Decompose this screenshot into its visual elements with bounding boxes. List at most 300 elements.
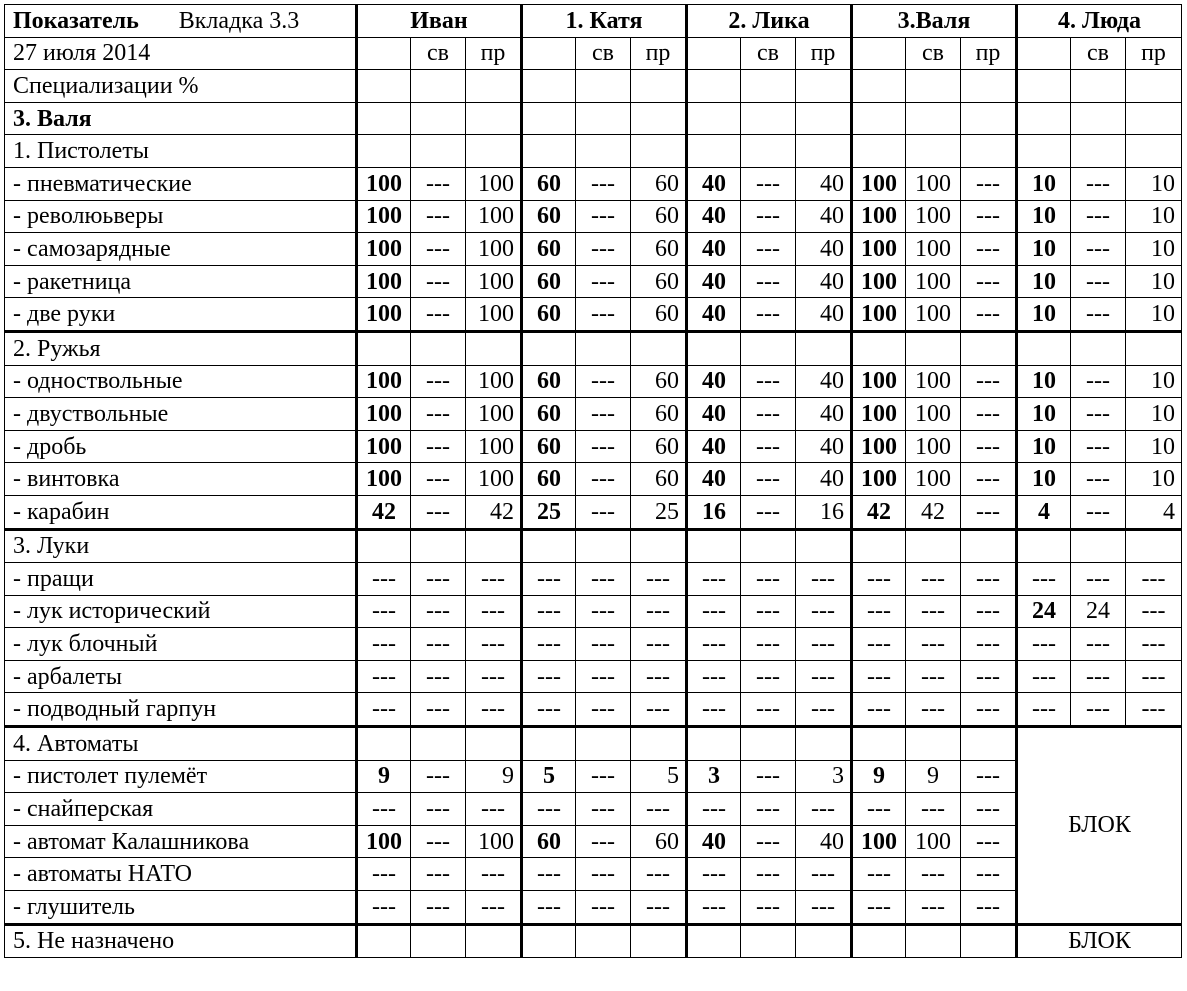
row-label: 2. Ружья	[5, 331, 357, 365]
value-cell: ---	[1071, 200, 1126, 233]
value-cell: 100	[852, 398, 906, 431]
table-row	[5, 595, 1182, 628]
value-cell	[796, 331, 852, 365]
value-cell	[631, 102, 687, 135]
value-cell	[687, 135, 741, 168]
value-cell: ---	[1071, 298, 1126, 332]
value-cell: 60	[631, 365, 687, 398]
value-cell: ---	[741, 233, 796, 266]
value-cell: ---	[741, 891, 796, 925]
row-label: - самозарядные	[5, 233, 357, 266]
value-cell: 100	[466, 167, 522, 200]
value-cell: ---	[961, 167, 1017, 200]
row-label: - автомат Калашникова	[5, 825, 357, 858]
value-cell: 100	[357, 463, 411, 496]
value-cell: ---	[906, 595, 961, 628]
value-cell: 4	[1017, 495, 1071, 529]
value-cell: 100	[357, 167, 411, 200]
value-cell: ---	[411, 693, 466, 727]
value-cell: 40	[687, 200, 741, 233]
value-cell: ---	[466, 628, 522, 661]
value-cell: 16	[687, 495, 741, 529]
value-cell: 100	[357, 825, 411, 858]
value-cell	[466, 135, 522, 168]
row-label: - арбалеты	[5, 660, 357, 693]
value-cell	[906, 727, 961, 761]
value-cell: ---	[576, 200, 631, 233]
value-cell: 60	[631, 825, 687, 858]
value-cell: ---	[687, 595, 741, 628]
value-cell: 100	[852, 233, 906, 266]
value-cell	[631, 70, 687, 103]
value-cell: ---	[466, 891, 522, 925]
value-cell: ---	[576, 298, 631, 332]
value-cell: ---	[741, 628, 796, 661]
value-cell: ---	[522, 563, 576, 596]
value-cell: ---	[852, 628, 906, 661]
value-cell: 40	[796, 167, 852, 200]
value-cell	[1017, 135, 1071, 168]
table-row	[5, 825, 1182, 858]
date-label: 27 июля 2014	[5, 37, 357, 70]
value-cell: 100	[906, 265, 961, 298]
value-cell: 100	[852, 265, 906, 298]
table-row	[5, 167, 1182, 200]
value-cell: ---	[576, 233, 631, 266]
value-cell	[796, 529, 852, 563]
value-cell: 100	[466, 825, 522, 858]
value-cell: ---	[411, 660, 466, 693]
sub-header-empty	[687, 37, 741, 70]
person-header: 2. Лика	[687, 5, 852, 38]
value-cell: ---	[1126, 595, 1182, 628]
value-cell: ---	[741, 595, 796, 628]
value-cell: ---	[411, 233, 466, 266]
table-row	[5, 793, 1182, 826]
specialization-table	[4, 4, 1182, 958]
row-label: 4. Автоматы	[5, 727, 357, 761]
value-cell: ---	[1071, 628, 1126, 661]
value-cell: 10	[1017, 398, 1071, 431]
value-cell: ---	[961, 825, 1017, 858]
table-row	[5, 430, 1182, 463]
value-cell	[1126, 70, 1182, 103]
value-cell: 40	[796, 825, 852, 858]
value-cell: 60	[631, 200, 687, 233]
value-cell	[796, 102, 852, 135]
value-cell: 100	[466, 200, 522, 233]
value-cell	[852, 727, 906, 761]
value-cell: 100	[357, 398, 411, 431]
value-cell: ---	[906, 628, 961, 661]
value-cell: 10	[1126, 233, 1182, 266]
value-cell: ---	[741, 858, 796, 891]
value-cell: 10	[1126, 265, 1182, 298]
value-cell: ---	[741, 200, 796, 233]
row-label: - революьверы	[5, 200, 357, 233]
row-label: - пистолет пулемёт	[5, 760, 357, 793]
value-cell: 100	[466, 430, 522, 463]
value-cell: 10	[1017, 265, 1071, 298]
value-cell: ---	[1071, 660, 1126, 693]
value-cell	[906, 924, 961, 958]
row-label: 3. Валя	[5, 102, 357, 135]
value-cell: ---	[411, 365, 466, 398]
table-row	[5, 70, 1182, 103]
value-cell: ---	[466, 858, 522, 891]
row-label: 5. Не назначено	[5, 924, 357, 958]
value-cell	[1126, 529, 1182, 563]
value-cell	[796, 70, 852, 103]
value-cell	[576, 529, 631, 563]
value-cell: ---	[741, 298, 796, 332]
row-label: - лук исторический	[5, 595, 357, 628]
table-row	[5, 693, 1182, 727]
table-row	[5, 529, 1182, 563]
value-cell	[741, 727, 796, 761]
value-cell: ---	[1071, 265, 1126, 298]
row-label: - карабин	[5, 495, 357, 529]
value-cell	[906, 102, 961, 135]
value-cell: 100	[357, 233, 411, 266]
value-cell: ---	[411, 463, 466, 496]
value-cell: 9	[357, 760, 411, 793]
value-cell: 9	[906, 760, 961, 793]
table-row	[5, 727, 1182, 761]
value-cell: ---	[796, 628, 852, 661]
table-row	[5, 660, 1182, 693]
value-cell: 60	[522, 398, 576, 431]
value-cell	[1017, 529, 1071, 563]
value-cell: ---	[852, 858, 906, 891]
value-cell: 100	[357, 298, 411, 332]
value-cell	[741, 924, 796, 958]
value-cell: ---	[961, 430, 1017, 463]
value-cell: ---	[631, 628, 687, 661]
table-row	[5, 102, 1182, 135]
value-cell: ---	[1071, 463, 1126, 496]
value-cell: ---	[411, 398, 466, 431]
value-cell: 10	[1017, 233, 1071, 266]
value-cell: ---	[1017, 628, 1071, 661]
value-cell: 40	[687, 265, 741, 298]
table-row	[5, 891, 1182, 925]
value-cell: 100	[466, 233, 522, 266]
value-cell: 40	[687, 430, 741, 463]
value-cell: ---	[796, 660, 852, 693]
value-cell	[466, 924, 522, 958]
value-cell: ---	[687, 660, 741, 693]
value-cell	[687, 331, 741, 365]
row-label: - винтовка	[5, 463, 357, 496]
value-cell: 10	[1017, 463, 1071, 496]
value-cell: 42	[466, 495, 522, 529]
value-cell: ---	[576, 365, 631, 398]
value-cell	[1071, 70, 1126, 103]
value-cell: ---	[741, 760, 796, 793]
value-cell: 10	[1126, 298, 1182, 332]
value-cell: 60	[631, 167, 687, 200]
value-cell: 10	[1126, 200, 1182, 233]
value-cell: ---	[796, 563, 852, 596]
table-row	[5, 628, 1182, 661]
sub-header-empty	[357, 37, 411, 70]
value-cell: ---	[466, 660, 522, 693]
table-row	[5, 233, 1182, 266]
value-cell	[1017, 331, 1071, 365]
value-cell: ---	[576, 825, 631, 858]
value-cell: 40	[796, 233, 852, 266]
value-cell: ---	[852, 891, 906, 925]
value-cell	[1071, 135, 1126, 168]
value-cell	[961, 70, 1017, 103]
value-cell: ---	[741, 398, 796, 431]
value-cell: ---	[961, 200, 1017, 233]
value-cell	[411, 529, 466, 563]
value-cell: 40	[796, 298, 852, 332]
value-cell: ---	[411, 298, 466, 332]
value-cell: ---	[961, 793, 1017, 826]
value-cell	[576, 924, 631, 958]
value-cell: 100	[906, 233, 961, 266]
row-label: 1. Пистолеты	[5, 135, 357, 168]
value-cell: ---	[687, 563, 741, 596]
value-cell: ---	[411, 495, 466, 529]
value-cell	[466, 102, 522, 135]
value-cell: 100	[852, 463, 906, 496]
value-cell: 10	[1017, 430, 1071, 463]
value-cell: ---	[1071, 398, 1126, 431]
table-row	[5, 858, 1182, 891]
value-cell: ---	[411, 200, 466, 233]
value-cell: ---	[1071, 430, 1126, 463]
table-row	[5, 331, 1182, 365]
value-cell	[687, 924, 741, 958]
value-cell	[687, 727, 741, 761]
value-cell: 60	[631, 398, 687, 431]
value-cell: 10	[1126, 430, 1182, 463]
value-cell: ---	[741, 660, 796, 693]
value-cell: 60	[631, 233, 687, 266]
value-cell: ---	[1017, 660, 1071, 693]
value-cell: 100	[852, 825, 906, 858]
value-cell	[796, 727, 852, 761]
header-indicator-cell	[5, 5, 357, 38]
blok-label: БЛОК	[1017, 924, 1182, 958]
value-cell	[411, 70, 466, 103]
value-cell: ---	[357, 858, 411, 891]
value-cell	[466, 70, 522, 103]
value-cell: ---	[796, 693, 852, 727]
value-cell: 40	[687, 398, 741, 431]
value-cell: ---	[906, 858, 961, 891]
value-cell	[961, 924, 1017, 958]
value-cell: 100	[357, 200, 411, 233]
value-cell: 10	[1126, 398, 1182, 431]
value-cell	[741, 135, 796, 168]
row-label: - подводный гарпун	[5, 693, 357, 727]
sub-header-pr: пр	[796, 37, 852, 70]
row-label: - две руки	[5, 298, 357, 332]
value-cell	[1071, 529, 1126, 563]
value-cell	[741, 70, 796, 103]
value-cell: ---	[796, 891, 852, 925]
value-cell	[576, 331, 631, 365]
value-cell: 100	[357, 430, 411, 463]
value-cell: 100	[906, 298, 961, 332]
value-cell	[411, 135, 466, 168]
row-label: - лук блочный	[5, 628, 357, 661]
value-cell: 100	[466, 265, 522, 298]
value-cell: ---	[466, 693, 522, 727]
value-cell	[357, 924, 411, 958]
value-cell: ---	[576, 628, 631, 661]
value-cell: ---	[576, 760, 631, 793]
value-cell: 100	[906, 825, 961, 858]
value-cell	[522, 924, 576, 958]
value-cell: ---	[576, 891, 631, 925]
value-cell: ---	[687, 693, 741, 727]
value-cell: ---	[796, 793, 852, 826]
value-cell	[796, 924, 852, 958]
value-cell: 100	[357, 365, 411, 398]
value-cell: ---	[576, 463, 631, 496]
value-cell: ---	[411, 167, 466, 200]
sub-header-sv: св	[1071, 37, 1126, 70]
value-cell: ---	[961, 233, 1017, 266]
value-cell: ---	[1126, 693, 1182, 727]
sub-header-sv: св	[741, 37, 796, 70]
value-cell: 42	[852, 495, 906, 529]
value-cell	[522, 727, 576, 761]
value-cell: ---	[1071, 495, 1126, 529]
row-label: - автоматы НАТО	[5, 858, 357, 891]
row-label: - пращи	[5, 563, 357, 596]
row-label: 3. Луки	[5, 529, 357, 563]
sub-header-pr: пр	[1126, 37, 1182, 70]
header-row-persons	[5, 5, 1182, 38]
value-cell	[796, 135, 852, 168]
value-cell: ---	[906, 793, 961, 826]
table-row	[5, 398, 1182, 431]
value-cell: 60	[522, 825, 576, 858]
value-cell	[961, 727, 1017, 761]
value-cell	[1126, 331, 1182, 365]
value-cell: 40	[687, 233, 741, 266]
value-cell	[1126, 102, 1182, 135]
value-cell: 10	[1126, 365, 1182, 398]
value-cell	[741, 102, 796, 135]
value-cell: ---	[631, 793, 687, 826]
value-cell: ---	[741, 430, 796, 463]
table-row	[5, 135, 1182, 168]
value-cell	[357, 727, 411, 761]
value-cell: ---	[1071, 233, 1126, 266]
value-cell	[522, 102, 576, 135]
value-cell: 100	[466, 365, 522, 398]
value-cell: ---	[741, 167, 796, 200]
value-cell: ---	[522, 891, 576, 925]
value-cell	[631, 924, 687, 958]
value-cell: 40	[796, 463, 852, 496]
value-cell: ---	[522, 595, 576, 628]
value-cell	[741, 331, 796, 365]
value-cell: ---	[576, 660, 631, 693]
value-cell: ---	[631, 660, 687, 693]
value-cell: ---	[576, 265, 631, 298]
value-cell	[522, 135, 576, 168]
value-cell: ---	[1071, 563, 1126, 596]
value-cell: 10	[1126, 167, 1182, 200]
value-cell: ---	[906, 891, 961, 925]
value-cell: 60	[631, 265, 687, 298]
value-cell: ---	[741, 463, 796, 496]
value-cell	[522, 529, 576, 563]
value-cell: ---	[852, 563, 906, 596]
value-cell: ---	[961, 298, 1017, 332]
value-cell: 60	[631, 430, 687, 463]
value-cell	[466, 331, 522, 365]
value-cell: ---	[357, 563, 411, 596]
value-cell	[687, 70, 741, 103]
value-cell: ---	[961, 398, 1017, 431]
value-cell	[1126, 135, 1182, 168]
value-cell	[961, 331, 1017, 365]
value-cell: ---	[961, 760, 1017, 793]
value-cell	[411, 102, 466, 135]
value-cell	[631, 529, 687, 563]
value-cell: ---	[961, 891, 1017, 925]
value-cell: 40	[687, 298, 741, 332]
value-cell	[852, 331, 906, 365]
value-cell	[961, 135, 1017, 168]
value-cell	[852, 529, 906, 563]
value-cell: 100	[906, 430, 961, 463]
value-cell: ---	[741, 365, 796, 398]
value-cell	[906, 135, 961, 168]
value-cell: 10	[1017, 200, 1071, 233]
value-cell: 10	[1017, 298, 1071, 332]
value-cell: 100	[852, 298, 906, 332]
value-cell: ---	[576, 430, 631, 463]
value-cell: 100	[852, 430, 906, 463]
value-cell: ---	[411, 825, 466, 858]
value-cell: ---	[522, 693, 576, 727]
table-row	[5, 365, 1182, 398]
value-cell: ---	[411, 858, 466, 891]
value-cell: 60	[522, 233, 576, 266]
value-cell: ---	[576, 595, 631, 628]
value-cell: ---	[1017, 563, 1071, 596]
value-cell: ---	[687, 628, 741, 661]
value-cell: 100	[466, 463, 522, 496]
value-cell: 42	[357, 495, 411, 529]
table-row	[5, 563, 1182, 596]
value-cell: ---	[466, 563, 522, 596]
indicator-label: Показатель	[13, 7, 139, 34]
value-cell: 100	[906, 398, 961, 431]
row-label: - глушитель	[5, 891, 357, 925]
value-cell: 100	[852, 167, 906, 200]
value-cell: 60	[522, 365, 576, 398]
value-cell: ---	[466, 595, 522, 628]
value-cell: ---	[687, 858, 741, 891]
value-cell	[852, 102, 906, 135]
person-header: 3.Валя	[852, 5, 1017, 38]
value-cell: ---	[357, 891, 411, 925]
sub-header-empty	[522, 37, 576, 70]
value-cell	[906, 70, 961, 103]
